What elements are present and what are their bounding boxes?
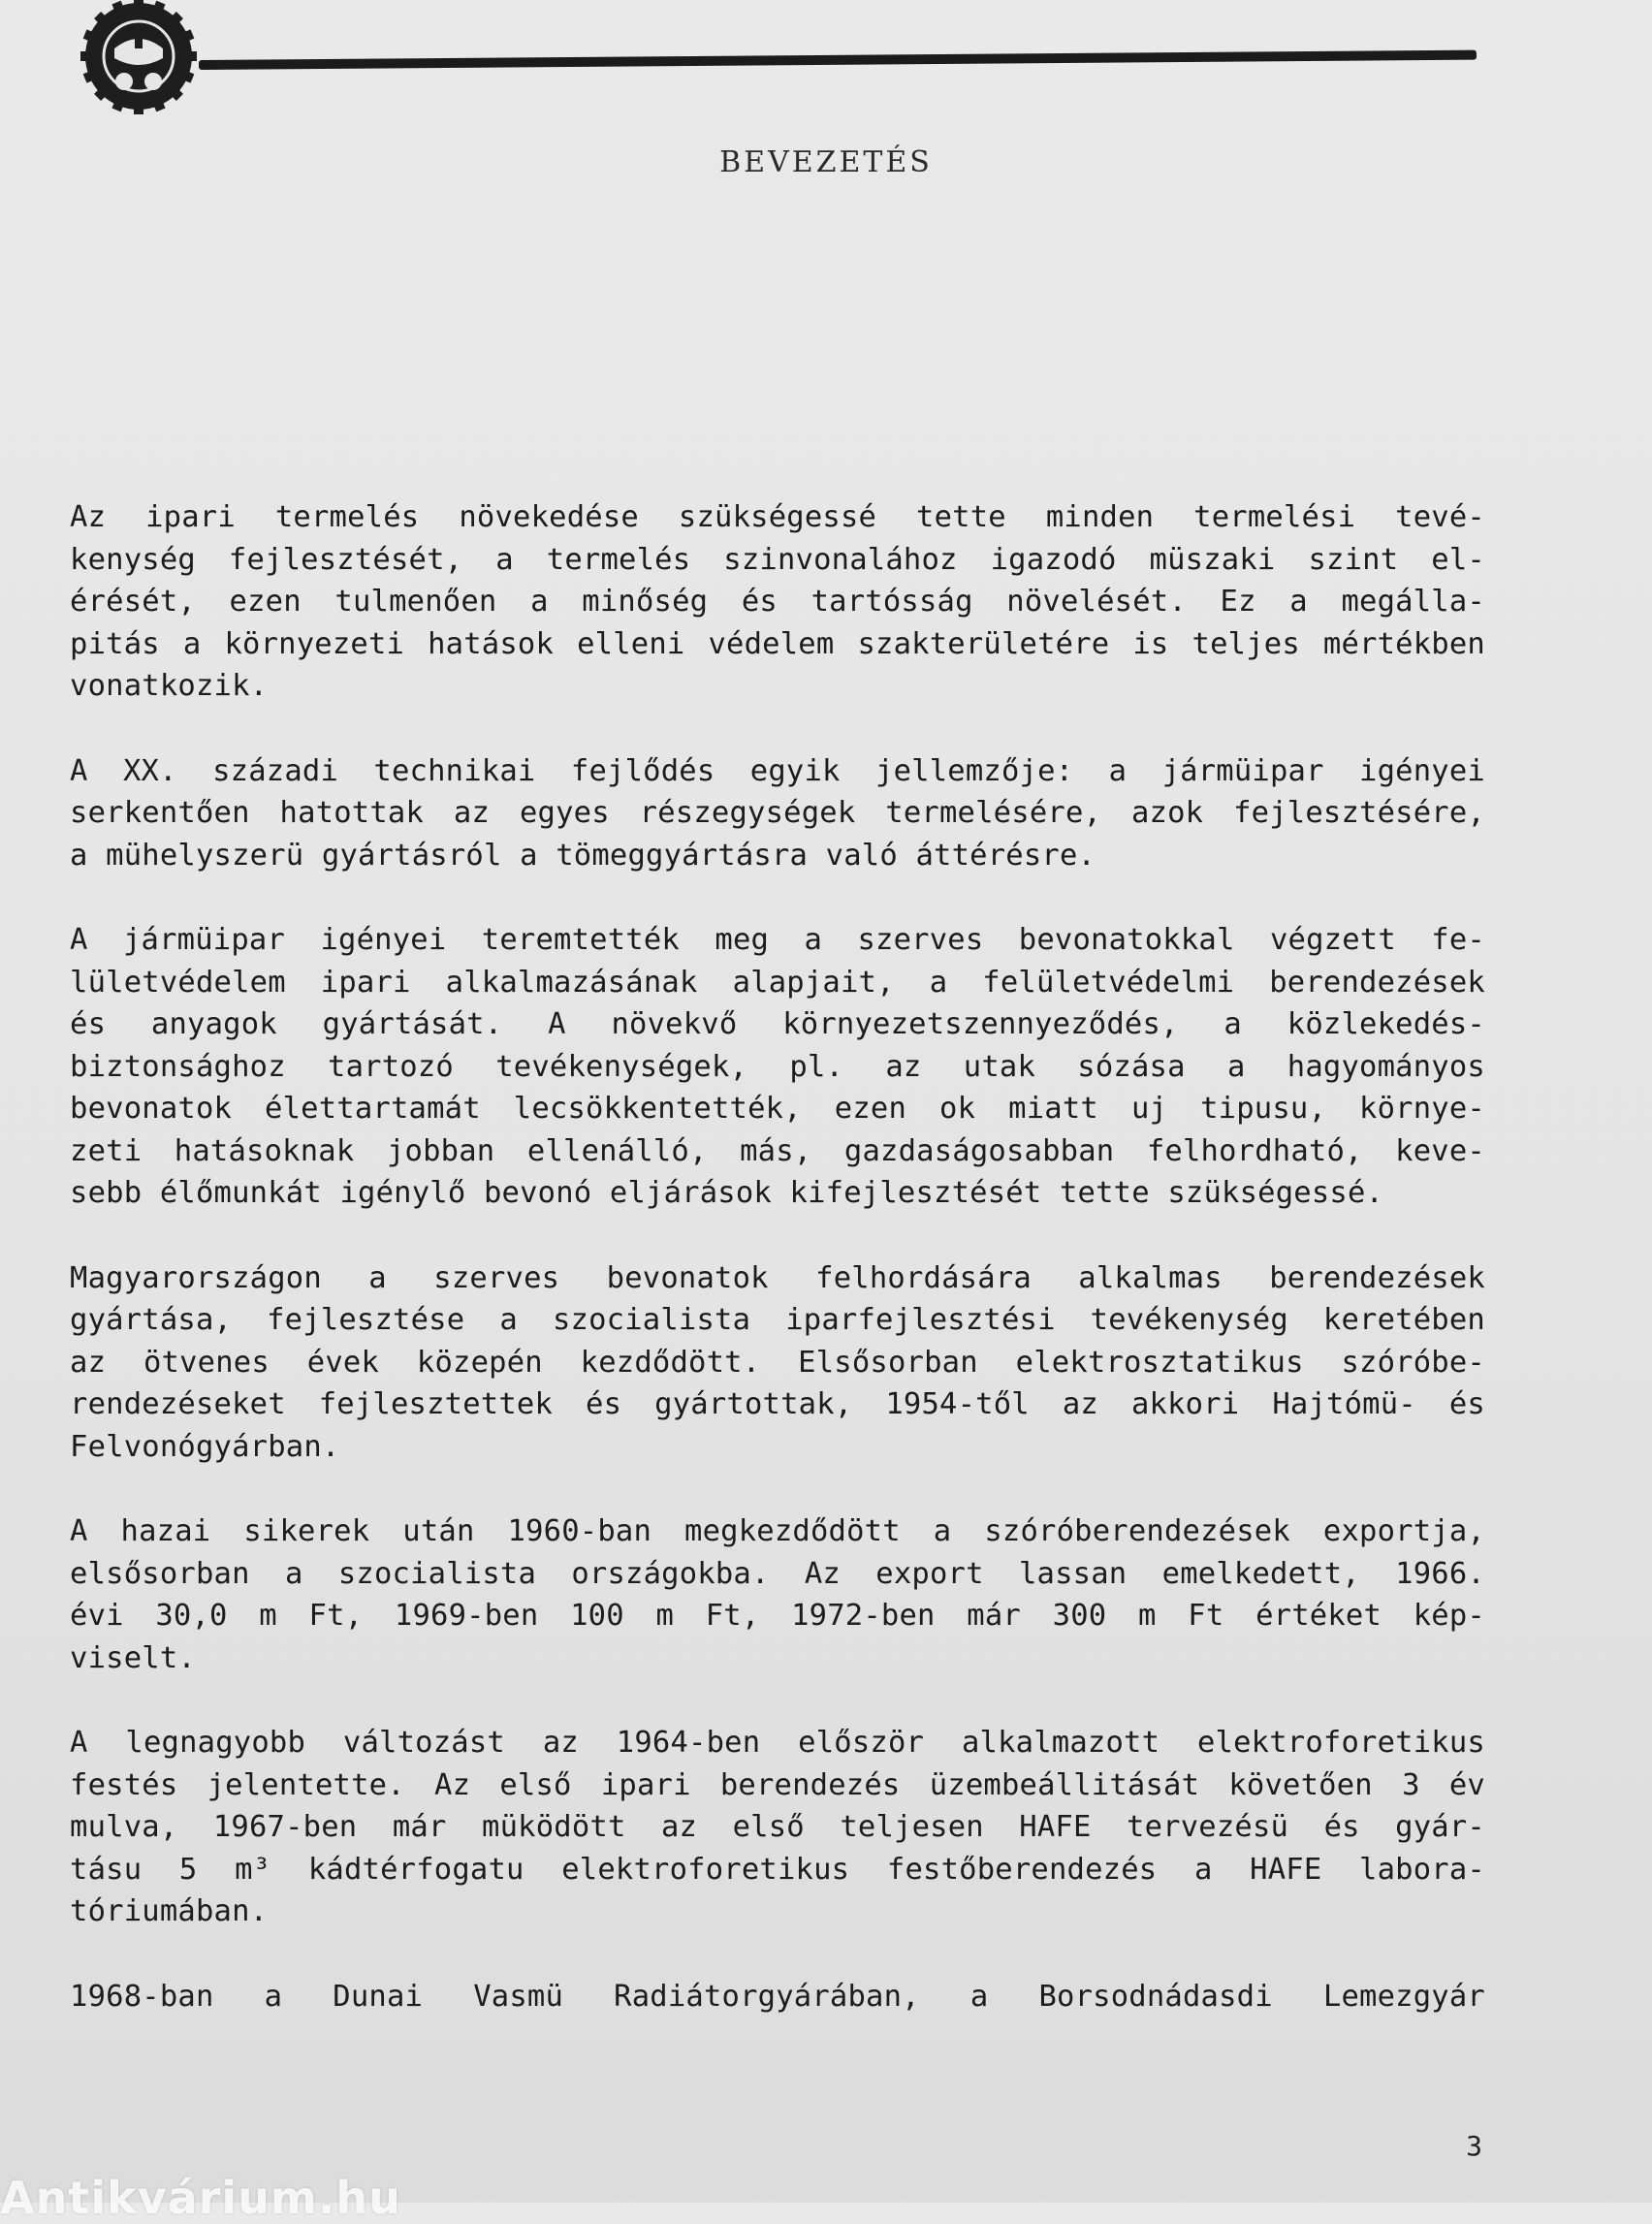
paragraph bbox=[70, 1722, 1485, 1933]
paragraph bbox=[70, 919, 1485, 1215]
text-line: sebb élőmunkát igénylő bevonó eljárások kifejlesztését tette szükségessé. bbox=[70, 1176, 1384, 1210]
text-line: Felvonógyárban. bbox=[70, 1429, 340, 1464]
text-line: serkentően hatottak az egyes részegységek termelésére, azok fejlesztésére, bbox=[70, 796, 1485, 830]
text-line: A jármüipar igényei teremtették meg a szerves bevonatokkal végzett fe- bbox=[70, 923, 1485, 957]
text-line: vonatkozik. bbox=[70, 669, 269, 703]
text-line: viselt. bbox=[70, 1640, 196, 1675]
paragraph bbox=[70, 1257, 1485, 1469]
text-line: bevonatok élettartamát lecsökkentették, ezen ok miatt uj tipusu, környe- bbox=[70, 1092, 1485, 1126]
text-line: gyártása, fejlesztése a szocialista iparfejlesztési tevékenység keretében bbox=[70, 1303, 1485, 1337]
text-line: rendezéseket fejlesztettek és gyártottak, 1954-től az akkori Hajtómü- és bbox=[70, 1387, 1485, 1421]
text-line: A XX. századi technikai fejlődés egyik jellemzője: a jármüipar igényei bbox=[70, 753, 1485, 788]
text-line: Az ipari termelés növekedése szükségessé tette minden termelési tevé- bbox=[70, 500, 1485, 534]
page-title: BEVEZETÉS bbox=[719, 145, 933, 179]
text-line: festés jelentette. Az első ipari berendezés üzembeállitását követően 3 év bbox=[70, 1767, 1485, 1802]
text-line: tásu 5 m³ kádtérfogatu elektroforetikus festőberendezés a HAFE labora- bbox=[70, 1852, 1485, 1887]
paragraph bbox=[70, 750, 1485, 877]
text-line: és anyagok gyártását. A növekvő környezetszennyeződés, a közlekedés- bbox=[70, 1007, 1485, 1041]
text-line: mulva, 1967-ben már müködött az első teljesen HAFE tervezésü és gyár- bbox=[70, 1810, 1485, 1844]
gear-logo-icon bbox=[72, 0, 206, 122]
page-number: 3 bbox=[1466, 2130, 1482, 2162]
paragraph bbox=[70, 1510, 1485, 1679]
text-line: zeti hatásoknak jobban ellenálló, más, gazdaságosabban felhordható, keve- bbox=[70, 1133, 1485, 1168]
text-line: A legnagyobb változást az 1964-ben először alkalmazott elektroforetikus bbox=[70, 1726, 1485, 1760]
text-line: az ötvenes évek közepén kezdődött. Elsősorban elektrosztatikus szóróbe- bbox=[70, 1345, 1485, 1380]
text-line: évi 30,0 m Ft, 1969-ben 100 m Ft, 1972-ben már 300 m Ft értéket kép- bbox=[70, 1599, 1485, 1633]
text-line: elsősorban a szocialista országokba. Az export lassan emelkedett, 1966. bbox=[70, 1556, 1485, 1591]
text-line: érését, ezen tulmenően a minőség és tartósság növelését. Ez a megálla- bbox=[70, 585, 1485, 619]
text-line: 1968-ban a Dunai Vasmü Radiátorgyárában, a Borsodnádasdi Lemezgyár bbox=[70, 1979, 1485, 2014]
header-rule bbox=[199, 50, 1477, 70]
text-line: tóriumában. bbox=[70, 1894, 269, 1928]
text-line: biztonsághoz tartozó tevékenységek, pl. az utak sózása a hagyományos bbox=[70, 1049, 1485, 1084]
paragraph bbox=[70, 1976, 1485, 2018]
paragraph bbox=[70, 496, 1485, 708]
text-line: Magyarországon a szerves bevonatok felhordására alkalmas berendezések bbox=[70, 1260, 1485, 1295]
text-line: pitás a környezeti hatások elleni védelem szakterületére is teljes mértékben bbox=[70, 626, 1485, 661]
watermark: Antikvárium.hu bbox=[0, 2172, 401, 2224]
text-line: kenység fejlesztését, a termelés szinvonalához igazodó müszaki szint el- bbox=[70, 542, 1485, 577]
text-line: A hazai sikerek után 1960-ban megkezdődött a szóróberendezések exportja, bbox=[70, 1514, 1485, 1548]
text-line: a mühelyszerü gyártásról a tömeggyártásra való áttérésre. bbox=[70, 838, 1096, 873]
body-text bbox=[70, 496, 1485, 2060]
text-line: lületvédelem ipari alkalmazásának alapjait, a felületvédelmi berendezések bbox=[70, 965, 1485, 1000]
